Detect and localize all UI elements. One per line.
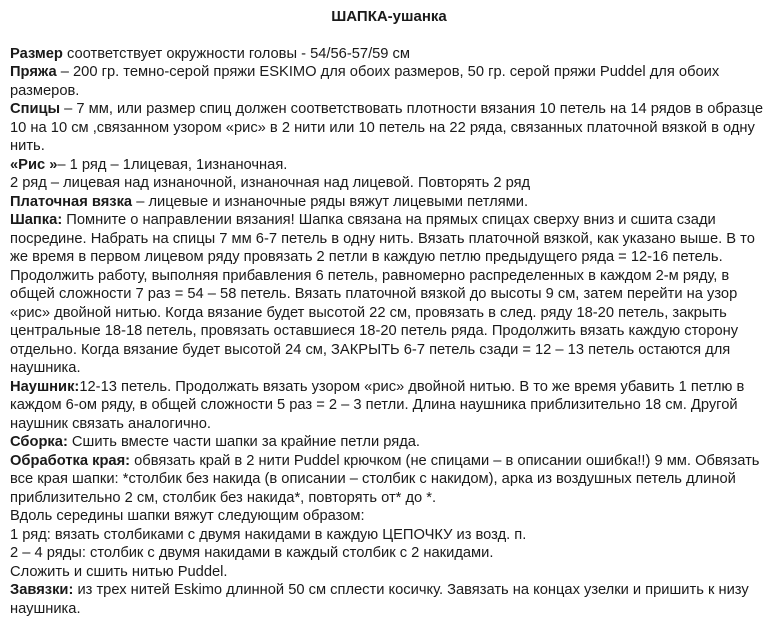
pattern-body <box>10 45 768 618</box>
paragraph <box>10 507 768 526</box>
paragraph <box>10 63 768 100</box>
paragraph-text: – лицевые и изнаночные ряды вяжут лицевыми петлями. <box>132 194 528 210</box>
paragraph-text: 2 – 4 ряды: столбик с двумя накидами в каждый столбик с 2 накидами. <box>10 545 493 561</box>
paragraph <box>10 267 768 378</box>
paragraph <box>10 433 768 452</box>
paragraph-lead: Обработка края: <box>10 453 130 469</box>
paragraph-lead: Размер <box>10 46 63 62</box>
paragraph-lead: Сборка: <box>10 434 68 450</box>
paragraph-lead: Спицы <box>10 101 60 117</box>
paragraph-text: из трех нитей Eskimo длинной 50 см сплести косичку. Завязать на концах узелки и пришить к низу наушника. <box>10 582 749 617</box>
page-title: ШАПКА-ушанка <box>10 8 768 27</box>
paragraph-lead: Наушник: <box>10 379 79 395</box>
paragraph <box>10 563 768 582</box>
paragraph-text: 1 ряд: вязать столбиками с двумя накидами в каждую ЦЕПОЧКУ из возд. п. <box>10 527 526 543</box>
paragraph <box>10 378 768 434</box>
paragraph <box>10 156 768 175</box>
paragraph <box>10 193 768 212</box>
paragraph <box>10 45 768 64</box>
paragraph-lead: Завязки: <box>10 582 73 598</box>
paragraph-lead: Пряжа <box>10 64 57 80</box>
paragraph-text: соответствует окружности головы - 54/56-57/59 см <box>63 46 410 62</box>
paragraph-text: Продолжить работу, выполняя прибавления 6 петель, равномерно распределенных в каждом 2-м ряду, в общей сложности 7 раз = 54 – 58 петель. Вязать платочной вязкой до высоты 9 см, затем перейти на узор «рис» двойной нитью. Когда вязание будет высотой 22 см, провязать в след. ряду 18-20 петель, закрыть центральные 18-18 петель, провязать оставшиеся 18-20 петель ряда. Продолжить вязать каждую сторону отдельно. Когда вязание будет высотой 24 см, ЗАКРЫТЬ 6-7 петель сзади = 12 – 13 петель остаются для наушника. <box>10 268 738 377</box>
paragraph <box>10 174 768 193</box>
paragraph-text: Сшить вместе части шапки за крайние петли ряда. <box>68 434 420 450</box>
paragraph <box>10 581 768 618</box>
paragraph <box>10 100 768 156</box>
paragraph-text: – 7 мм, или размер спиц должен соответствовать плотности вязания 10 петель на 14 рядов в образце 10 на 10 см ,связанном узором «рис» в 2 нити или 10 петель на 22 ряда, связанных платочной вязкой в одну нить. <box>10 101 763 154</box>
paragraph-text: Сложить и сшить нитью Puddel. <box>10 564 228 580</box>
paragraph-text: Помните о направлении вязания! Шапка связана на прямых спицах сверху вниз и сшита сзади посредине. Набрать на спицы 7 мм 6-7 петель в одну нить. Вязать платочной вязкой, как указано выше. В то же время в первом лицевом ряду провязать 2 петли в каждую петлю предыдущего ряда = 12-16 петель. <box>10 212 755 265</box>
paragraph-text: обвязать край в 2 нити Puddel крючком (не спицами – в описании ошибка!!) 9 мм. Обвязать все края шапки: *столбик без накида (в описании – столбик с накидом), арка из воздушных петель длиной приблизительно 2 см, столбик без накида*, повторять от* до *. <box>10 453 759 506</box>
paragraph-text: 12-13 петель. Продолжать вязать узором «рис» двойной нитью. В то же время убавить 1 петлю в каждом 6-ом ряду, в общей сложности 5 раз = 2 – 3 петли. Длина наушника приблизительно 18 см. Другой наушник связать аналогично. <box>10 379 744 432</box>
paragraph <box>10 452 768 508</box>
paragraph <box>10 211 768 267</box>
paragraph-lead: Шапка: <box>10 212 62 228</box>
paragraph-text: – 200 гр. темно-серой пряжи ESKIMO для обоих размеров, 50 гр. серой пряжи Puddel для обоих размеров. <box>10 64 719 99</box>
paragraph-text: Вдоль середины шапки вяжут следующим образом: <box>10 508 365 524</box>
paragraph-text: 2 ряд – лицевая над изнаночной, изнаночная над лицевой. Повторять 2 ряд <box>10 175 530 191</box>
paragraph <box>10 526 768 545</box>
paragraph-lead: «Рис » <box>10 157 57 173</box>
paragraph-lead: Платочная вязка <box>10 194 132 210</box>
paragraph <box>10 544 768 563</box>
paragraph-text: – 1 ряд – 1лицевая, 1изнаночная. <box>57 157 287 173</box>
